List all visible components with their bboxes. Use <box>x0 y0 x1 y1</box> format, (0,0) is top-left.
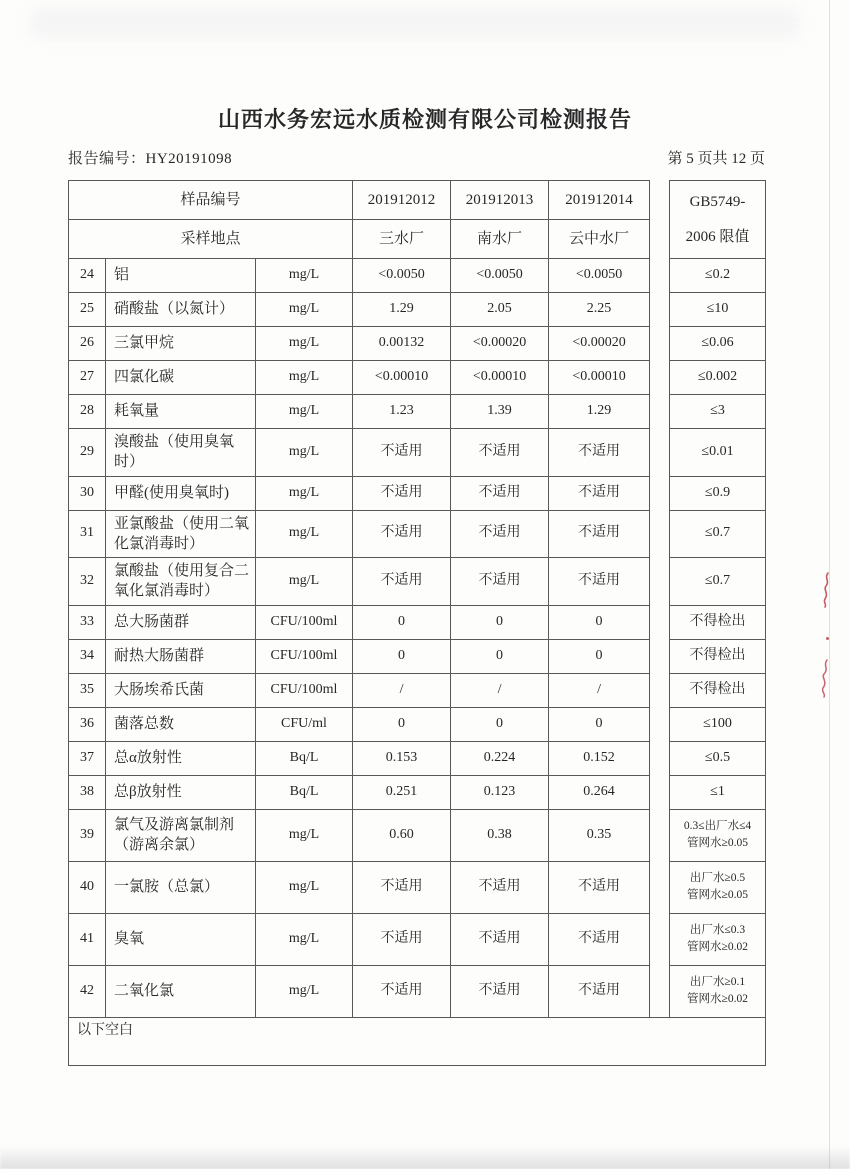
param-name: 甲醛(使用臭氧时) <box>106 476 256 510</box>
limit-value: ≤0.9 <box>670 476 766 510</box>
row-number: 26 <box>69 327 106 361</box>
param-unit: CFU/ml <box>256 707 353 741</box>
sample-value-2: 不适用 <box>451 913 549 965</box>
table-row <box>69 673 766 707</box>
row-number: 33 <box>69 605 106 639</box>
row-number: 38 <box>69 775 106 809</box>
row-number: 25 <box>69 293 106 327</box>
table-gap-cell <box>650 809 670 861</box>
sample-value-2: 1.39 <box>451 395 549 429</box>
sample-value-2: 0.224 <box>451 741 549 775</box>
sample-value-1: <0.00010 <box>353 361 451 395</box>
limit-value: ≤0.06 <box>670 327 766 361</box>
limit-value: ≤0.7 <box>670 510 766 558</box>
sample-value-2: 不适用 <box>451 510 549 558</box>
sample-value-1: 0 <box>353 605 451 639</box>
row-number: 35 <box>69 673 106 707</box>
header-sample-id-3: 201912014 <box>549 181 650 220</box>
header-sample-id-1: 201912012 <box>353 181 451 220</box>
limit-value: 不得检出 <box>670 673 766 707</box>
row-number: 24 <box>69 259 106 293</box>
table-row <box>69 639 766 673</box>
sample-value-2: 不适用 <box>451 861 549 913</box>
table-gap-cell <box>650 361 670 395</box>
limit-value: ≤100 <box>670 707 766 741</box>
param-name: 三氯甲烷 <box>106 327 256 361</box>
limit-value <box>670 809 766 861</box>
sample-value-3: 0 <box>549 707 650 741</box>
sample-value-1: <0.0050 <box>353 259 451 293</box>
sample-value-2: / <box>451 673 549 707</box>
table-gap-column <box>650 181 670 259</box>
sample-value-1: 0.60 <box>353 809 451 861</box>
sample-value-3: / <box>549 673 650 707</box>
param-name: 耐热大肠菌群 <box>106 639 256 673</box>
limit-standard-line1: GB5749- <box>689 194 746 211</box>
table-row <box>69 259 766 293</box>
sample-value-1: 不适用 <box>353 558 451 606</box>
table-gap-cell <box>650 476 670 510</box>
sample-value-1: 0 <box>353 639 451 673</box>
param-name: 硝酸盐（以氮计） <box>106 293 256 327</box>
table-gap-cell <box>650 293 670 327</box>
sample-value-1: 0 <box>353 707 451 741</box>
sample-value-1: 不适用 <box>353 429 451 477</box>
sample-value-1: 1.23 <box>353 395 451 429</box>
sample-value-2: 0.38 <box>451 809 549 861</box>
param-name: 溴酸盐（使用臭氧时） <box>106 429 256 477</box>
row-number: 39 <box>69 809 106 861</box>
param-unit: mg/L <box>256 327 353 361</box>
row-number: 32 <box>69 558 106 606</box>
sample-value-2: 不适用 <box>451 476 549 510</box>
row-number: 37 <box>69 741 106 775</box>
table-gap-cell <box>650 965 670 1017</box>
sample-value-2: 0 <box>451 639 549 673</box>
sample-value-2: 不适用 <box>451 965 549 1017</box>
table-gap-cell <box>650 741 670 775</box>
table-row <box>69 775 766 809</box>
table-row-blank <box>69 1017 766 1065</box>
table-gap-cell <box>650 673 670 707</box>
table-gap-cell <box>650 327 670 361</box>
param-name: 菌落总数 <box>106 707 256 741</box>
sample-value-3: 不适用 <box>549 861 650 913</box>
report-number-label: 报告编号： <box>68 151 146 167</box>
limit-value: ≤0.7 <box>670 558 766 606</box>
sample-value-2: 不适用 <box>451 429 549 477</box>
param-name: 二氧化氯 <box>106 965 256 1017</box>
param-name: 总大肠菌群 <box>106 605 256 639</box>
param-name: 臭氧 <box>106 913 256 965</box>
sample-value-3: 1.29 <box>549 395 650 429</box>
row-number: 31 <box>69 510 106 558</box>
scan-edge-shadow <box>0 1146 850 1169</box>
table-gap-cell <box>650 605 670 639</box>
table-gap-cell <box>650 395 670 429</box>
table-gap-cell <box>650 259 670 293</box>
sample-value-3: 不适用 <box>549 510 650 558</box>
table-gap-cell <box>650 639 670 673</box>
scan-fold-line <box>829 0 830 1169</box>
sample-value-2: 不适用 <box>451 558 549 606</box>
param-unit: CFU/100ml <box>256 639 353 673</box>
sample-value-1: 不适用 <box>353 965 451 1017</box>
param-unit: mg/L <box>256 429 353 477</box>
sample-value-3: <0.00020 <box>549 327 650 361</box>
table-row <box>69 741 766 775</box>
limit-value-line: 管网水≥0.02 <box>687 993 748 1005</box>
table-gap-cell <box>650 510 670 558</box>
table-row <box>69 558 766 606</box>
report-title: 山西水务宏远水质检测有限公司检测报告 <box>217 107 632 132</box>
table-gap-cell <box>650 861 670 913</box>
table-row <box>69 809 766 861</box>
param-unit: mg/L <box>256 361 353 395</box>
table-body <box>69 259 766 1066</box>
sample-value-1: 不适用 <box>353 861 451 913</box>
sample-value-3: 0.264 <box>549 775 650 809</box>
param-name: 铝 <box>106 259 256 293</box>
limit-value-line: 管网水≥0.05 <box>687 889 748 901</box>
table-row <box>69 913 766 965</box>
param-unit: mg/L <box>256 395 353 429</box>
limit-value-line: 管网水≥0.02 <box>687 941 748 953</box>
param-unit: Bq/L <box>256 775 353 809</box>
param-unit: CFU/100ml <box>256 605 353 639</box>
row-number: 27 <box>69 361 106 395</box>
limit-value <box>670 965 766 1017</box>
header-sample-id-label: 样品编号 <box>69 181 353 220</box>
row-number: 36 <box>69 707 106 741</box>
sample-value-3: 2.25 <box>549 293 650 327</box>
row-number: 30 <box>69 476 106 510</box>
header-location-label: 采样地点 <box>69 220 353 259</box>
param-name: 一氯胺（总氯） <box>106 861 256 913</box>
limit-value-line: 管网水≥0.05 <box>687 837 748 849</box>
sample-value-3: 0 <box>549 639 650 673</box>
param-unit: mg/L <box>256 293 353 327</box>
table-row <box>69 510 766 558</box>
limit-standard-line2: 2006 限值 <box>685 228 750 245</box>
param-name: 总β放射性 <box>106 775 256 809</box>
param-unit: mg/L <box>256 476 353 510</box>
sample-value-1: / <box>353 673 451 707</box>
table-row <box>69 395 766 429</box>
sample-value-2: <0.00020 <box>451 327 549 361</box>
sample-value-3: 不适用 <box>549 558 650 606</box>
param-name: 氯气及游离氯制剂（游离余氯） <box>106 809 256 861</box>
sample-value-3: 0 <box>549 605 650 639</box>
sample-value-2: 2.05 <box>451 293 549 327</box>
table-row <box>69 429 766 477</box>
table-gap-cell <box>650 775 670 809</box>
header-sample-id-2: 201912013 <box>451 181 549 220</box>
table-row <box>69 707 766 741</box>
sample-value-1: 0.153 <box>353 741 451 775</box>
limit-value: ≤10 <box>670 293 766 327</box>
report-number-value: HY20191098 <box>145 151 233 167</box>
table-row <box>69 861 766 913</box>
red-pen-mark <box>818 572 836 608</box>
param-name: 四氯化碳 <box>106 361 256 395</box>
param-unit: mg/L <box>256 259 353 293</box>
table-row <box>69 327 766 361</box>
limit-value <box>670 913 766 965</box>
sample-value-1: 1.29 <box>353 293 451 327</box>
limit-value: ≤0.5 <box>670 741 766 775</box>
sample-value-3: <0.0050 <box>549 259 650 293</box>
param-name: 氯酸盐（使用复合二氧化氯消毒时） <box>106 558 256 606</box>
sample-value-1: 0.00132 <box>353 327 451 361</box>
table-gap-cell <box>650 913 670 965</box>
param-name: 大肠埃希氏菌 <box>106 673 256 707</box>
row-number: 40 <box>69 861 106 913</box>
limit-value-line: 0.3≤出厂水≤4 <box>683 820 752 833</box>
table-row <box>69 361 766 395</box>
table-gap-cell <box>650 429 670 477</box>
limit-value-line: 出厂水≥0.1 <box>689 976 746 989</box>
sample-value-1: 不适用 <box>353 510 451 558</box>
param-unit: mg/L <box>256 510 353 558</box>
param-unit: mg/L <box>256 861 353 913</box>
limit-value-line: 出厂水≥0.5 <box>689 872 746 885</box>
sample-value-3: 不适用 <box>549 913 650 965</box>
red-pen-mark <box>816 658 834 698</box>
table-row <box>69 605 766 639</box>
row-number: 29 <box>69 429 106 477</box>
limit-value: ≤3 <box>670 395 766 429</box>
table-row <box>69 293 766 327</box>
table-gap-cell <box>650 558 670 606</box>
page-indicator: 第 5 页共 12 页 <box>667 151 765 167</box>
row-number: 28 <box>69 395 106 429</box>
sample-value-1: 0.251 <box>353 775 451 809</box>
row-number: 42 <box>69 965 106 1017</box>
param-unit: Bq/L <box>256 741 353 775</box>
header-location-2: 南水厂 <box>451 220 549 259</box>
sample-value-2: <0.00010 <box>451 361 549 395</box>
table-gap-cell <box>650 707 670 741</box>
sample-value-1: 不适用 <box>353 913 451 965</box>
report-meta-row <box>68 147 765 168</box>
report-number <box>68 147 232 168</box>
sample-value-2: 0.123 <box>451 775 549 809</box>
param-unit: mg/L <box>256 913 353 965</box>
table-row <box>69 476 766 510</box>
limit-value-line: 出厂水≤0.3 <box>689 924 746 937</box>
sample-value-3: <0.00010 <box>549 361 650 395</box>
table-row <box>69 965 766 1017</box>
param-unit: mg/L <box>256 558 353 606</box>
sample-value-2: 0 <box>451 707 549 741</box>
sample-value-3: 不适用 <box>549 965 650 1017</box>
limit-value: ≤0.002 <box>670 361 766 395</box>
param-name: 亚氯酸盐（使用二氧化氯消毒时） <box>106 510 256 558</box>
param-unit: CFU/100ml <box>256 673 353 707</box>
param-name: 总α放射性 <box>106 741 256 775</box>
limit-value: ≤1 <box>670 775 766 809</box>
header-location-3: 云中水厂 <box>549 220 650 259</box>
sample-value-3: 0.152 <box>549 741 650 775</box>
limit-value: 不得检出 <box>670 605 766 639</box>
sample-value-2: 0 <box>451 605 549 639</box>
sample-value-3: 不适用 <box>549 429 650 477</box>
param-name: 耗氧量 <box>106 395 256 429</box>
results-table <box>68 180 766 1066</box>
limit-value <box>670 861 766 913</box>
sample-value-3: 0.35 <box>549 809 650 861</box>
sample-value-2: <0.0050 <box>451 259 549 293</box>
header-location-1: 三水厂 <box>353 220 451 259</box>
limit-value: ≤0.2 <box>670 259 766 293</box>
table-header <box>69 181 766 259</box>
sample-value-1: 不适用 <box>353 476 451 510</box>
limit-value: 不得检出 <box>670 639 766 673</box>
scan-bleedthrough-smudge <box>30 8 800 38</box>
blank-footer-note: 以下空白 <box>69 1017 766 1065</box>
header-limit-standard <box>670 181 766 259</box>
row-number: 34 <box>69 639 106 673</box>
row-number: 41 <box>69 913 106 965</box>
param-unit: mg/L <box>256 809 353 861</box>
sample-value-3: 不适用 <box>549 476 650 510</box>
limit-value: ≤0.01 <box>670 429 766 477</box>
param-unit: mg/L <box>256 965 353 1017</box>
